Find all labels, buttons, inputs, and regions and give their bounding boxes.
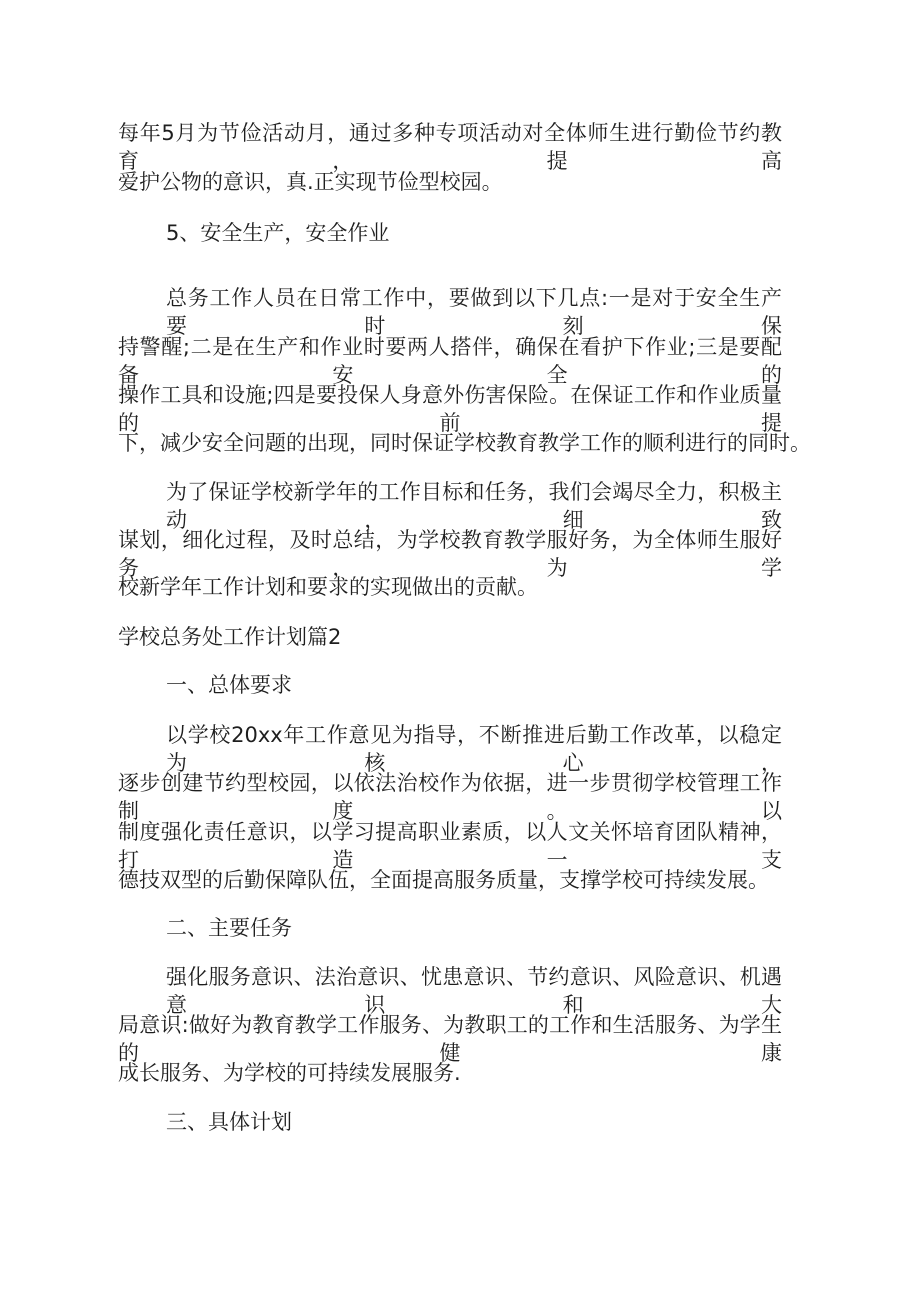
paragraph-line: 德技双型的后勤保障队伍，全面提高服务质量，支撑学校可持续发展。: [118, 868, 769, 892]
paragraph-line: 持警醒;二是在生产和作业时要两人搭伴，确保在看护下作业;三是要配备安全的: [118, 335, 782, 387]
paragraph-line: 强化服务意识、法治意识、忧患意识、节约意识、风险意识、机遇意识和大: [166, 965, 782, 1017]
document-title: 学校总务处工作计划篇2: [118, 625, 342, 649]
paragraph-line: 以学校20xx年工作意见为指导，不断推进后勤工作改革，以稳定为核心，: [166, 723, 782, 775]
paragraph-line: 逐步创建节约型校园，以依法治校作为依据，进一步贯彻学校管理工作制度。以: [118, 771, 782, 823]
section-heading: 5、安全生产，安全作业: [166, 221, 390, 245]
paragraph-line: 操作工具和设施;四是要投保人身意外伤害保险。在保证工作和作业质量的前提: [118, 383, 782, 435]
section-heading: 三、具体计划: [166, 1110, 292, 1134]
paragraph-line: 成长服务、为学校的可持续发展服务.: [118, 1061, 461, 1085]
paragraph-line: 为了保证学校新学年的工作目标和任务，我们会竭尽全力，积极主动，细致: [166, 480, 782, 532]
paragraph-line: 制度强化责任意识，以学习提高职业素质，以人文关怀培育团队精神，打造一支: [118, 820, 782, 872]
section-heading: 二、主要任务: [166, 916, 292, 940]
section-heading: 一、总体要求: [166, 673, 292, 697]
paragraph-line: 每年5月为节俭活动月，通过多种专项活动对全体师生进行勤俭节约教育，提高: [118, 121, 782, 173]
paragraph-line: 总务工作人员在日常工作中，要做到以下几点:一是对于安全生产要时刻保: [166, 286, 782, 338]
paragraph-line: 爱护公物的意识，真.正实现节俭型校园。: [118, 170, 503, 194]
paragraph-line: 校新学年工作计划和要求的实现做出的贡献。: [118, 575, 538, 599]
paragraph-line: 谋划，细化过程，及时总结，为学校教育教学服好务，为全体师生服好务，为学: [118, 528, 782, 580]
paragraph-line: 下，减少安全问题的出现，同时保证学校教育教学工作的顺利进行的同时。: [118, 431, 811, 455]
paragraph-line: 局意识:做好为教育教学工作服务、为教职工的工作和生活服务、为学生的健康: [118, 1013, 782, 1065]
